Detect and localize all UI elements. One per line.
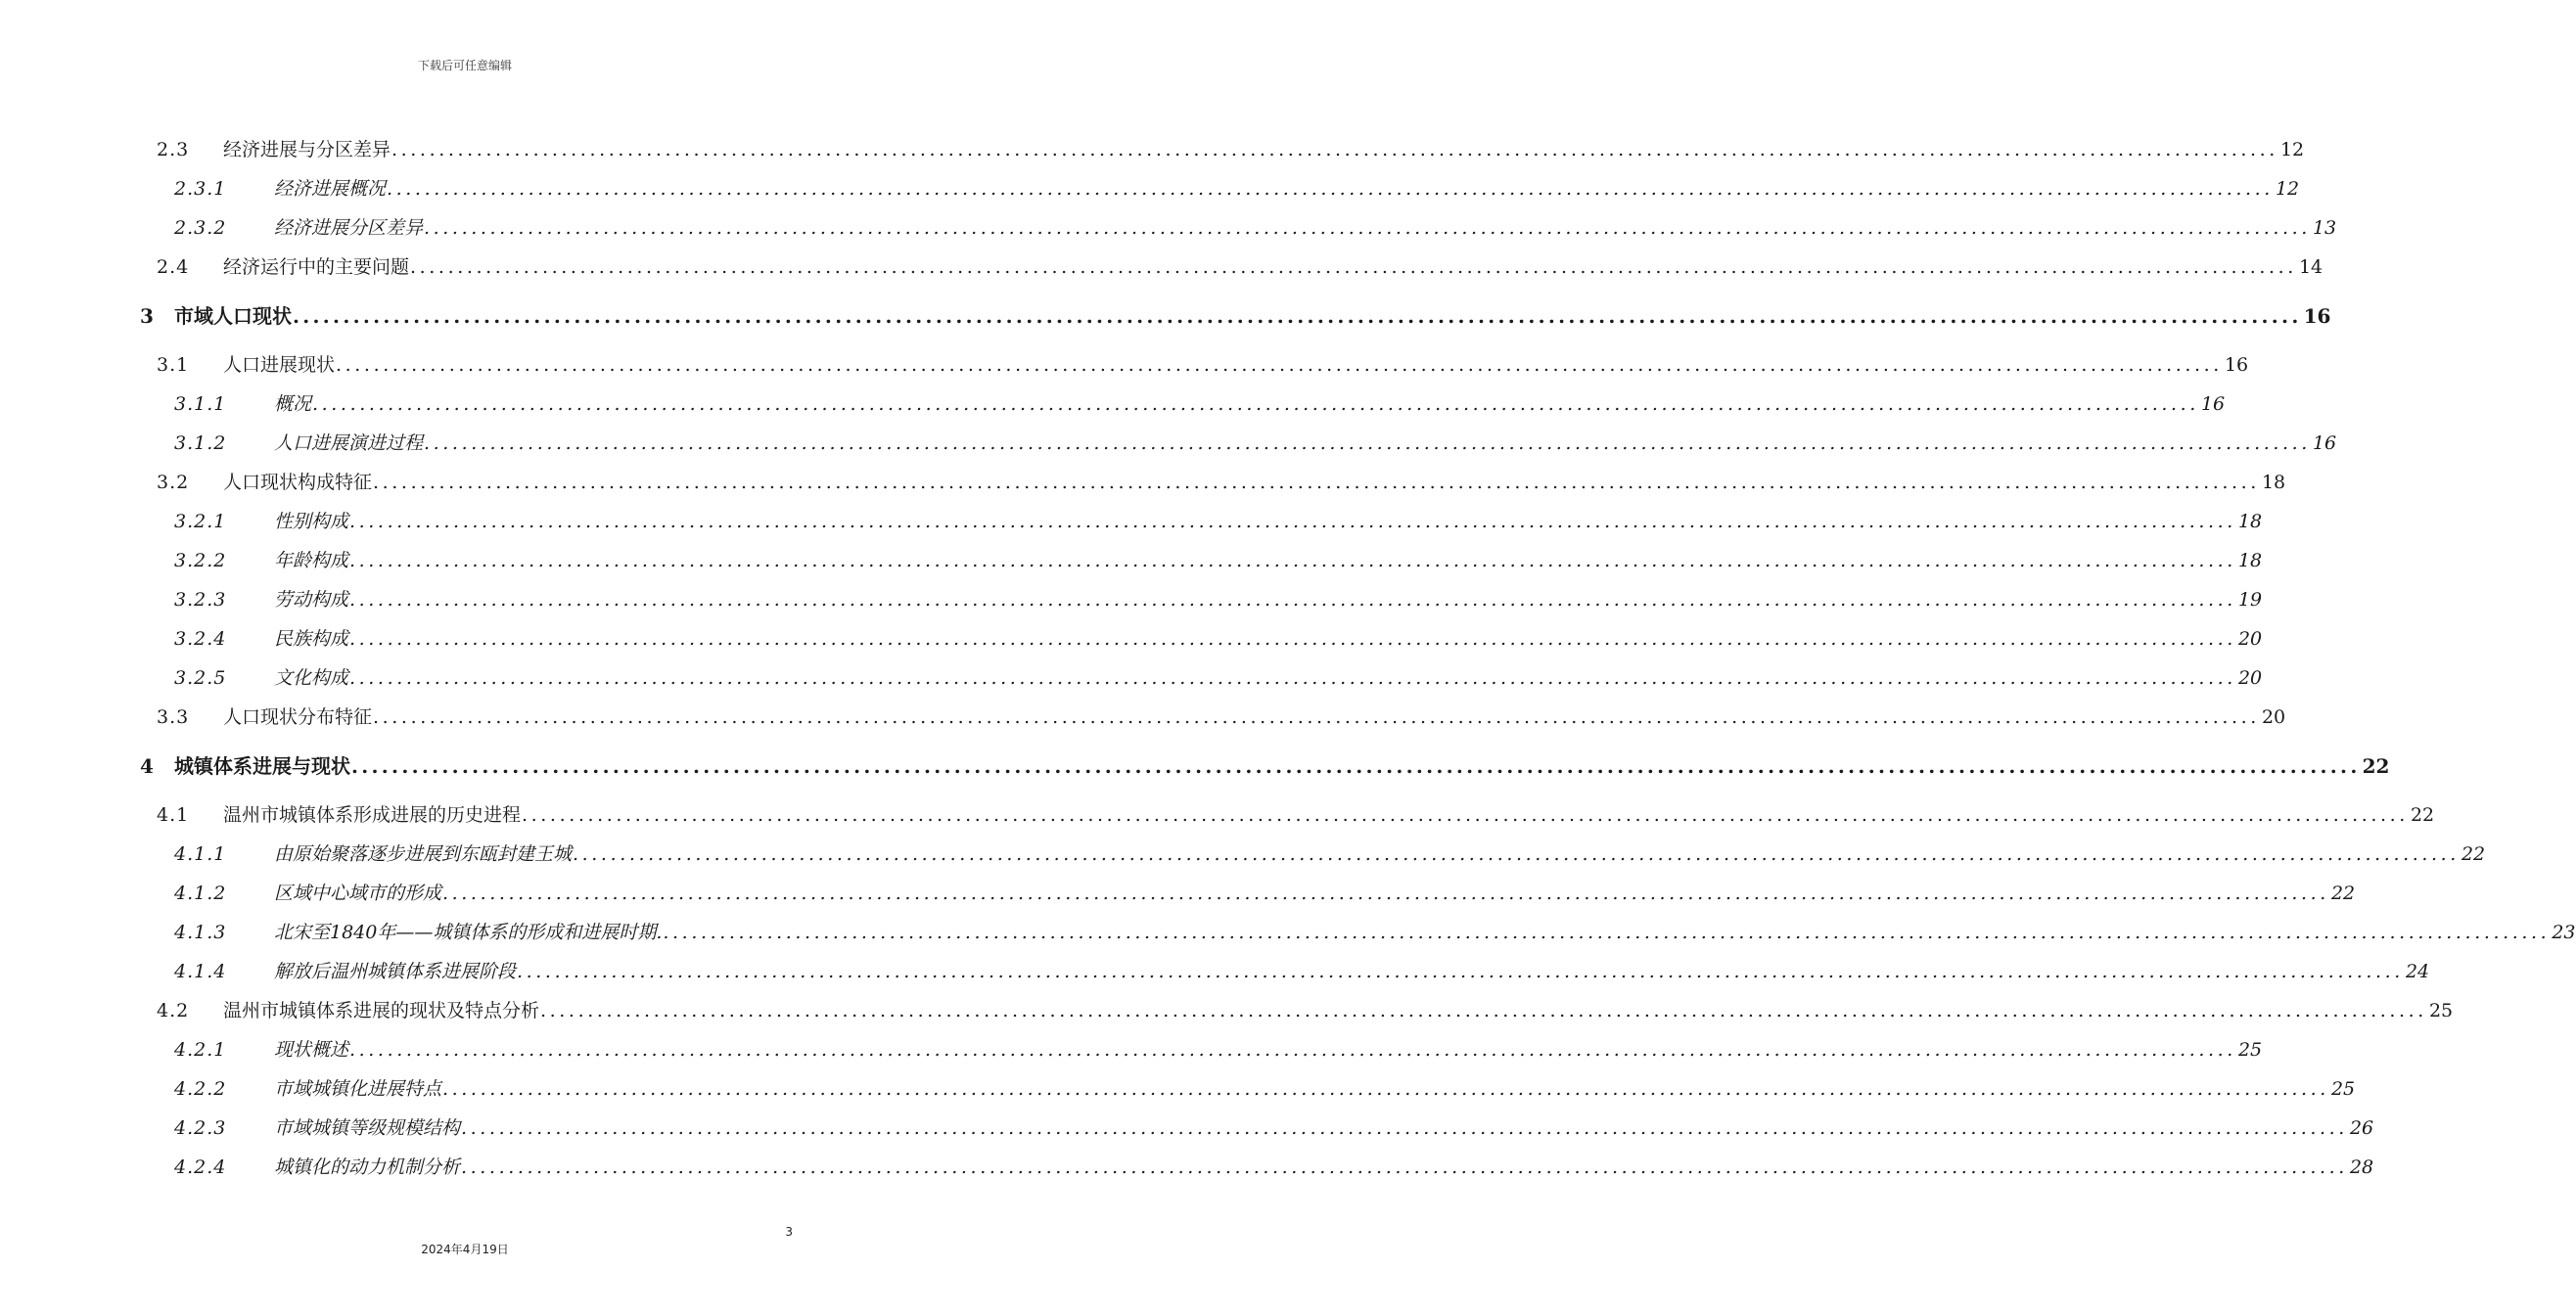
- toc-entry-page: 18: [2237, 550, 2263, 571]
- toc-entry-title: 经济进展与分区差异: [223, 139, 391, 160]
- toc-entry[interactable]: [174, 663, 2263, 690]
- toc-entry[interactable]: [174, 1035, 2263, 1062]
- toc-entry-number: 4.1.3: [174, 922, 227, 943]
- toc-entry-page: 26: [2349, 1117, 2374, 1139]
- toc-entry[interactable]: [157, 468, 2286, 494]
- toc-entry-number: 4.1: [157, 804, 190, 826]
- toc-entry-page: 16: [2200, 393, 2226, 415]
- toc-entry[interactable]: [157, 703, 2286, 729]
- toc-leader-dots: ........................................................................................................................................................................................................: [349, 550, 2236, 571]
- toc-entry[interactable]: [174, 918, 2576, 944]
- toc-entry[interactable]: [174, 624, 2263, 651]
- toc-entry-title: 北宋至1840年——城镇体系的形成和进展时期.: [274, 922, 663, 943]
- toc-entry-page: 23: [2552, 922, 2576, 943]
- toc-entry[interactable]: [140, 300, 2331, 329]
- toc-leader-dots: ........................................................................................................................................................................................................: [663, 922, 2551, 943]
- toc-entry[interactable]: [174, 879, 2356, 905]
- toc-entry-page: 25: [2428, 1000, 2454, 1021]
- toc-leader-dots: ........................................................................................................................................................................................................: [349, 667, 2236, 689]
- toc-entry-number: 3.1: [157, 354, 190, 376]
- toc-entry-page: 20: [2261, 706, 2286, 728]
- toc-entry-page: 24: [2405, 961, 2430, 982]
- toc-leader-dots: ........................................................................................................................................................................................................: [461, 1117, 2348, 1139]
- toc-entry-title: 人口现状构成特征: [223, 472, 373, 493]
- toc-entry[interactable]: [174, 1113, 2374, 1140]
- toc-entry-number: 3.2.3: [174, 589, 227, 611]
- toc-entry[interactable]: [174, 174, 2300, 201]
- toc-entry-title: 经济进展分区差异: [274, 217, 424, 239]
- toc-leader-dots: ........................................................................................................................................................................................................: [442, 1078, 2329, 1100]
- toc-leader-dots: ........................................................................................................................................................................................................: [442, 883, 2329, 904]
- toc-entry-title: 解放后温州城镇体系进展阶段: [274, 961, 517, 982]
- toc-entry-number: 4.2.2: [174, 1078, 227, 1100]
- toc-entry-number: 3.2.4: [174, 628, 227, 650]
- toc-entry-page: 16: [2303, 304, 2331, 328]
- toc-leader-dots: ........................................................................................................................................................................................................: [540, 1000, 2427, 1021]
- toc-entry-page: 12: [2279, 139, 2305, 160]
- toc-entry-title: 性别构成: [274, 511, 349, 532]
- toc-entry-title: 市域城镇化进展特点: [274, 1078, 442, 1100]
- toc-entry[interactable]: [174, 585, 2263, 612]
- toc-entry-title: 温州市城镇体系进展的现状及特点分析: [223, 1000, 540, 1021]
- toc-entry-page: 18: [2237, 511, 2263, 532]
- toc-entry-page: 25: [2237, 1039, 2263, 1061]
- toc-entry-number: 2.3.2: [174, 217, 227, 239]
- toc-entry-title: 文化构成: [274, 667, 349, 689]
- toc-entry-page: 19: [2237, 589, 2263, 611]
- toc-entry-title: 经济运行中的主要问题: [223, 256, 410, 278]
- toc-leader-dots: ........................................................................................................................................................................................................: [522, 804, 2409, 826]
- toc-leader-dots: ........................................................................................................................................................................................................: [391, 139, 2278, 160]
- toc-entry-title: 城镇化的动力机制分析: [274, 1156, 461, 1178]
- toc-leader-dots: ........................................................................................................................................................................................................: [373, 706, 2260, 728]
- toc-entry-number: 4.2.1: [174, 1039, 227, 1061]
- toc-entry-number: 4.2.4: [174, 1156, 227, 1178]
- toc-entry-number: 3.2: [157, 472, 190, 493]
- toc-entry-title: 市域城镇等级规模结构: [274, 1117, 461, 1139]
- toc-entry-page: 22: [2461, 843, 2486, 865]
- toc-entry-number: 3.2.1: [174, 511, 227, 532]
- toc-entry[interactable]: [174, 839, 2486, 866]
- toc-entry-page: 25: [2330, 1078, 2356, 1100]
- toc-entry-title: 劳动构成: [274, 589, 349, 611]
- toc-entry-number: 3.2.2: [174, 550, 227, 571]
- toc-entry[interactable]: [157, 135, 2305, 161]
- toc-leader-dots: ........................................................................................................................................................................................................: [336, 354, 2223, 376]
- toc-entry-number: 4: [140, 754, 154, 778]
- toc-entry-page: 16: [2312, 432, 2337, 454]
- toc-entry[interactable]: [174, 957, 2430, 983]
- toc-entry[interactable]: [157, 350, 2249, 377]
- toc-entry-number: 3: [140, 304, 154, 328]
- toc-entry-title: 人口进展演进过程: [274, 432, 424, 454]
- toc-leader-dots: ........................................................................................................................................................................................................: [573, 843, 2460, 865]
- page-number: 3: [785, 1225, 793, 1239]
- toc-leader-dots: ........................................................................................................................................................................................................: [293, 304, 2302, 328]
- toc-entry[interactable]: [157, 252, 2323, 279]
- toc-entry[interactable]: [174, 429, 2337, 455]
- toc-entry[interactable]: [174, 1153, 2374, 1179]
- toc-entry[interactable]: [174, 546, 2263, 572]
- toc-entry-title: 现状概述: [274, 1039, 349, 1061]
- toc-entry-page: 14: [2298, 256, 2323, 278]
- toc-entry[interactable]: [157, 800, 2435, 827]
- toc-entry-number: 4.1.2: [174, 883, 227, 904]
- toc-entry-page: 12: [2275, 178, 2300, 200]
- toc-entry-page: 22: [2330, 883, 2356, 904]
- toc-entry-number: 2.4: [157, 256, 190, 278]
- toc-leader-dots: ........................................................................................................................................................................................................: [424, 432, 2311, 454]
- toc-leader-dots: ........................................................................................................................................................................................................: [349, 1039, 2236, 1061]
- toc-entry-number: 4.1.1: [174, 843, 227, 865]
- toc-entry-number: 2.3.1: [174, 178, 227, 200]
- toc-entry-page: 18: [2261, 472, 2286, 493]
- toc-entry-number: 3.2.5: [174, 667, 227, 689]
- toc-leader-dots: ........................................................................................................................................................................................................: [312, 393, 2199, 415]
- toc-entry[interactable]: [174, 1074, 2356, 1101]
- toc-entry-title: 市域人口现状: [174, 304, 292, 328]
- toc-entry-page: 22: [2362, 754, 2390, 778]
- toc-entry-title: 民族构成: [274, 628, 349, 650]
- toc-entry[interactable]: [174, 213, 2337, 240]
- toc-entry-title: 经济进展概况: [274, 178, 387, 200]
- toc-leader-dots: ........................................................................................................................................................................................................: [410, 256, 2297, 278]
- toc-entry-page: 20: [2237, 667, 2263, 689]
- toc-entry[interactable]: [140, 750, 2390, 779]
- toc-entry-page: 22: [2410, 804, 2435, 826]
- toc-entry-number: 3.3: [157, 706, 190, 728]
- toc-entry-title: 区域中心域市的形成: [274, 883, 442, 904]
- toc-entry-number: 4.2.3: [174, 1117, 227, 1139]
- toc-entry[interactable]: [157, 996, 2454, 1022]
- toc-leader-dots: ........................................................................................................................................................................................................: [351, 754, 2361, 778]
- toc-entry-number: 3.1.2: [174, 432, 227, 454]
- toc-entry-page: 16: [2224, 354, 2249, 376]
- toc-entry-title: 年龄构成: [274, 550, 349, 571]
- toc-entry-page: 13: [2312, 217, 2337, 239]
- toc-leader-dots: ........................................................................................................................................................................................................: [349, 628, 2236, 650]
- toc-entry-number: 2.3: [157, 139, 190, 160]
- toc-entry[interactable]: [174, 389, 2226, 416]
- toc-entry-title: 概况: [274, 393, 312, 415]
- toc-leader-dots: ........................................................................................................................................................................................................: [349, 589, 2236, 611]
- toc-entry[interactable]: [174, 507, 2263, 533]
- toc-leader-dots: ........................................................................................................................................................................................................: [424, 217, 2311, 239]
- toc-leader-dots: ........................................................................................................................................................................................................: [373, 472, 2260, 493]
- toc-entry-title: 人口现状分布特征: [223, 706, 373, 728]
- toc-entry-number: 4.2: [157, 1000, 190, 1021]
- toc-entry-title: 由原始聚落逐步进展到东瓯封建王城: [274, 843, 573, 865]
- toc-entry-title: 温州市城镇体系形成进展的历史进程: [223, 804, 522, 826]
- toc-entry-page: 28: [2349, 1156, 2374, 1178]
- toc-leader-dots: ........................................................................................................................................................................................................: [349, 511, 2236, 532]
- toc-entry-page: 20: [2237, 628, 2263, 650]
- page-header: 下载后可任意编辑: [417, 59, 512, 72]
- toc-leader-dots: ........................................................................................................................................................................................................: [387, 178, 2274, 200]
- toc-leader-dots: ........................................................................................................................................................................................................: [517, 961, 2404, 982]
- toc-entry-title: 城镇体系进展与现状: [174, 754, 350, 778]
- toc-leader-dots: ........................................................................................................................................................................................................: [461, 1156, 2348, 1178]
- page-footer-date: 2024年4月19日: [421, 1243, 509, 1256]
- toc-entry-number: 3.1.1: [174, 393, 227, 415]
- toc-entry-number: 4.1.4: [174, 961, 227, 982]
- toc-entry-title: 人口进展现状: [223, 354, 336, 376]
